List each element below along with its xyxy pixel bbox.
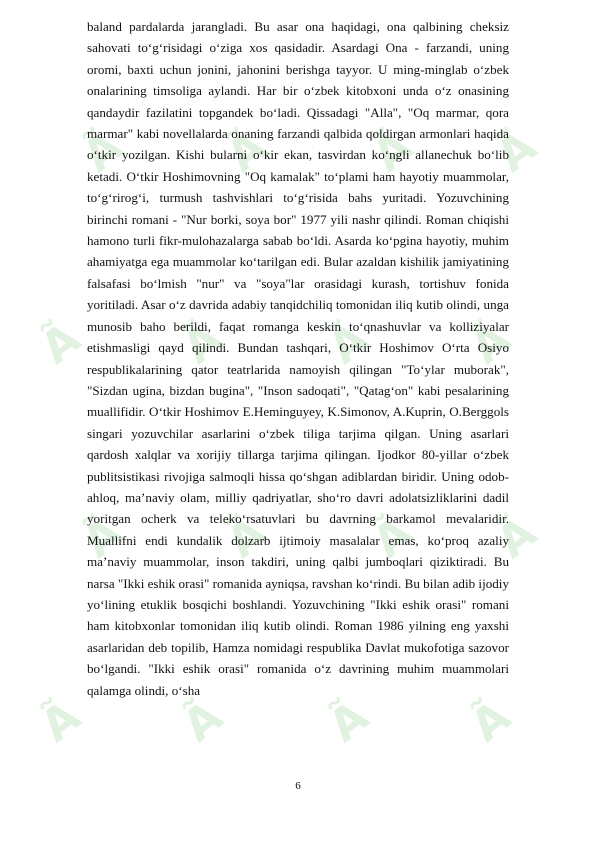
watermark-mark: Ã (487, 121, 546, 183)
watermark-mark: Ã (31, 691, 90, 753)
watermark-mark: Ã (173, 313, 232, 375)
watermark-mark: Ã (73, 507, 132, 569)
body-text-block (87, 16, 509, 701)
watermark-mark: Ã (217, 121, 276, 183)
watermark-mark: Ã (487, 507, 546, 569)
watermark-mark: Ã (31, 313, 90, 375)
watermark-mark: Ã (363, 121, 422, 183)
watermark-mark: Ã (319, 313, 378, 375)
watermark-mark: Ã (461, 691, 520, 753)
watermark-mark: Ã (217, 507, 276, 569)
body-paragraph: baland pardalarda jarangladi. Bu asar ona haqidagi, ona qalbining cheksiz sahovati to‘g‘risidagi o‘ziga xos qasidadir. Asardagi Ona - farzandi, uning oromi, baxti uchun jonini, jahonini berishga tayyor. U ming-minglab o‘zbek onalarining timsoliga aylandi. Har bir o‘zbek kitobxoni unda o‘z onasining qandaydir fazilatini topgandek bo‘ladi. Qissadagi "Alla", "Oq marmar, qora marmar" kabi novellalarda onaning farzandi qalbida qoldirgan armonlari haqida o‘tkir yozilgan. Kishi bularni o‘kir ekan, tasvirdan ko‘ngli allanechuk bo‘lib ketadi. O‘tkir Hoshimovning "Oq kamalak" to‘plami ham hayotiy muammolar, to‘g‘rirog‘i, turmush tashvishlari to‘g‘risida bahs yuritadi. Yozuvchining birinchi romani - "Nur borki, soya bor" 1977 yili nashr qilindi. Roman chiqishi hamono turli fikr-mulohazalarga sabab bo‘ldi. Asarda ko‘pgina hayotiy, muhim ahamiyatga ega muammolar ko‘tarilgan edi. Bular azaldan kishilik jamiyatining falsafasi bo‘lmish "nur" va "soya"lar orasidagi kurash, tortishuv fonida yoritiladi. Asar o‘z davrida adabiy tanqidchiliq tomonidan iliq kutib olindi, unga munosib baho berildi, faqat romanga keskin to‘qnashuvlar va kolliziyalar etishmasligi qayd qilindi. Bundan tashqari, O‘tkir Hoshimov O‘rta Osiyo respublikalarining qator teatrlarida namoyish qilingan "To‘ylar muborak", "Sizdan ugina, bizdan bugina", "Inson sadoqati", "Qatag‘on" kabi pesalarining muallifidir. O‘tkir Hoshimov E.Heminguyey, K.Simonov, A.Kuprin, O.Berggols singari yozuvchilar asarlarini o‘zbek tiliga tarjima qilgan. Uning asarlari qardosh xalqlar va xorijiy tillarga tarjima qilingan. Ijodkor 80-yillar o‘zbek publitsistikasi rivojiga salmoqli hissa qo‘shgan adiblardan biridir. Uning odob-ahloq, ma’naviy olam, milliy qadriyatlar, sho‘ro davri adolatsizliklarini dadil yoritgan ocherk va teleko‘rsatuvlari bu davrning barkamol mevalaridir. Muallifni endi kundalik dolzarb ijtimoiy masalalar emas, ko‘proq azaliy ma’naviy muammolar, inson takdiri, uning qalbi jumboqlari qiziktiradi. Bu narsa "Ikki eshik orasi" romanida ayniqsa, ravshan ko‘rindi. Bu bilan adib ijodiy yo‘lining etuklik bosqichi boshlandi. Yozuvchining "Ikki eshik orasi" romani ham kitobxonlar tomonidan iliq kutib olindi. Roman 1986 yilning eng yaxshi asarlaridan deb topilib, Hamza nomidagi respublika Davlat mukofotiga sazovor bo‘lgandi. "Ikki eshik orasi" romanida o‘z davrining muhim muammolari qalamga olindi, o‘sha (87, 19, 509, 698)
page-number: 6 (295, 780, 301, 792)
watermark-mark: Ã (363, 507, 422, 569)
watermark-mark: Ã (461, 313, 520, 375)
watermark-mark: Ã (73, 121, 132, 183)
watermark-mark: Ã (319, 691, 378, 753)
watermark-mark: Ã (173, 691, 232, 753)
